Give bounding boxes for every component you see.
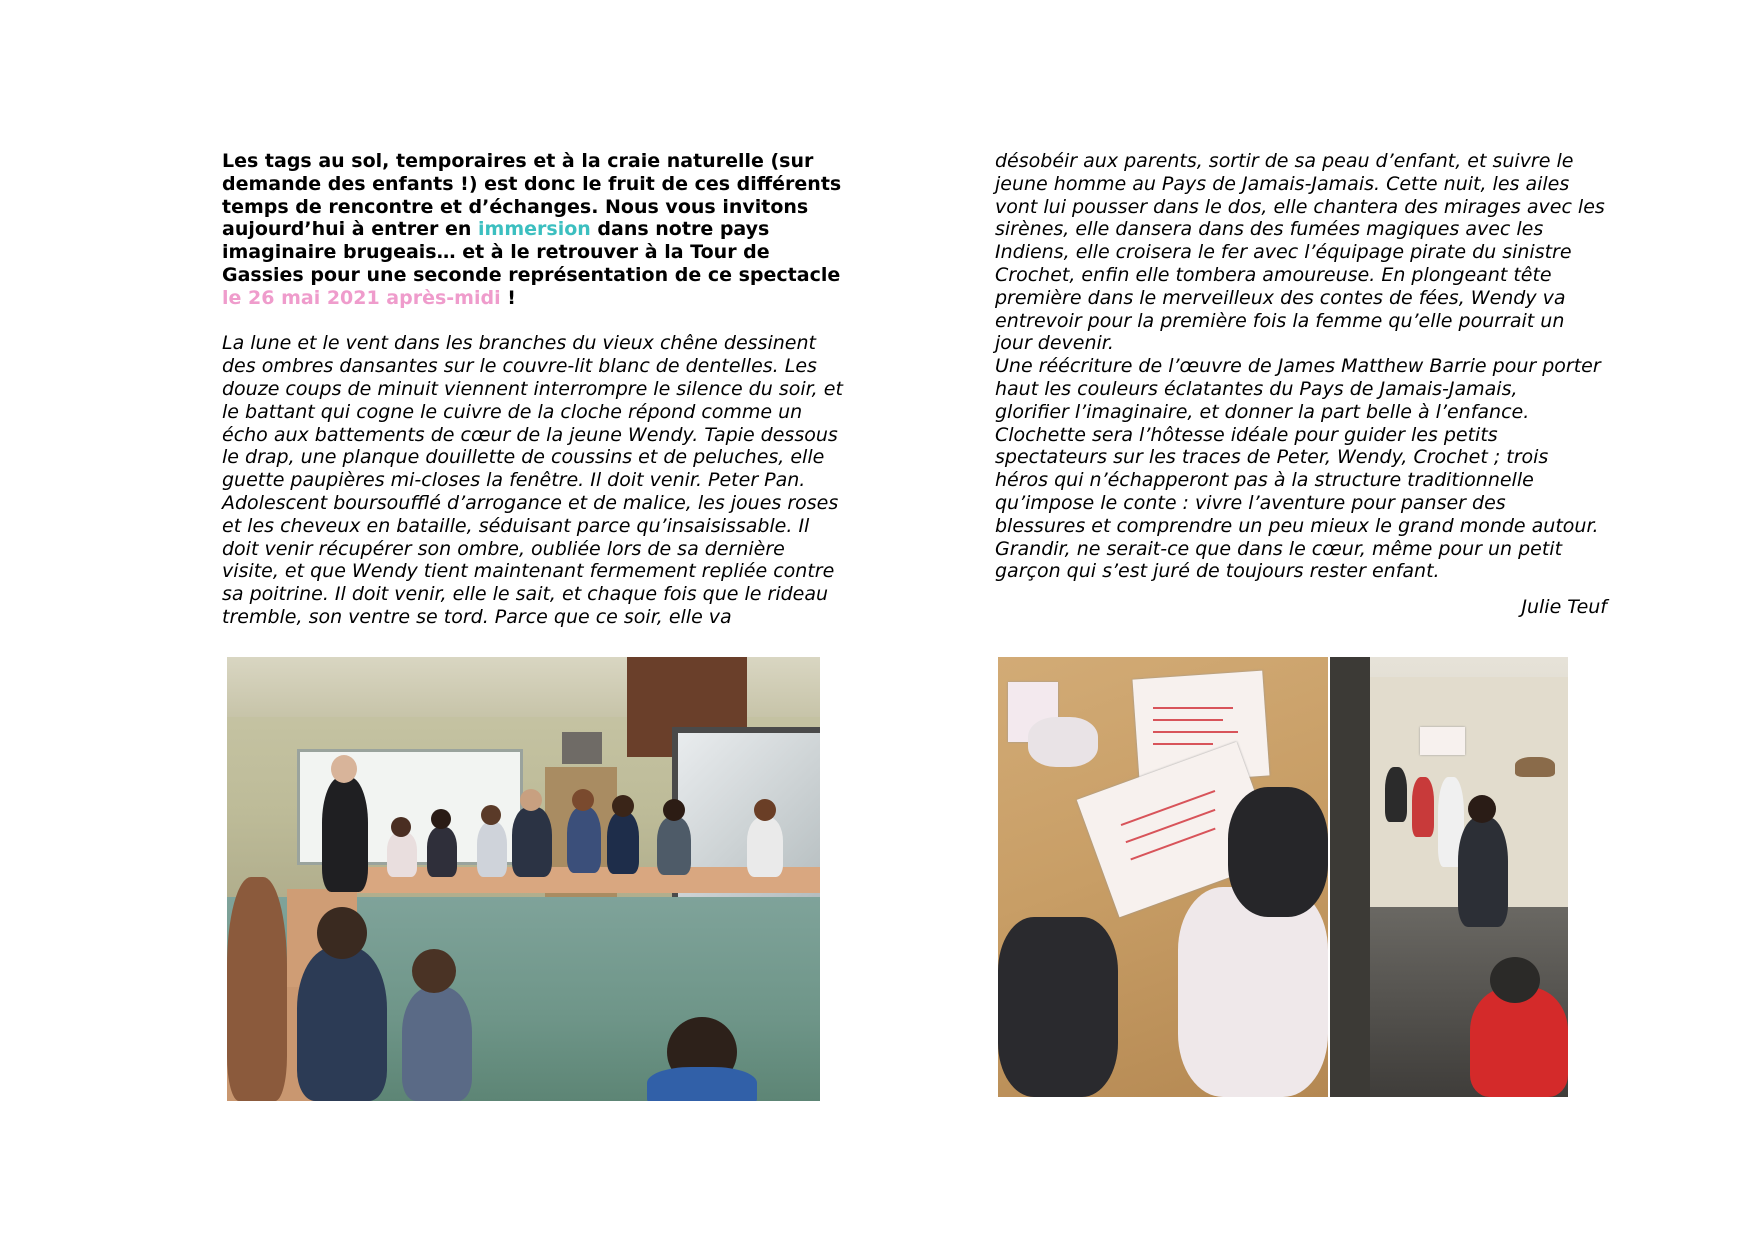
- story-line: désobéir aux parents, sortir de sa peau d’enfant, et suivre le: [995, 150, 1574, 172]
- photo-child: [747, 817, 783, 877]
- photo-child: [567, 807, 601, 873]
- author-signature: Julie Teuf: [1521, 596, 1607, 619]
- photo-head: [431, 809, 451, 829]
- photo-child-arm: [998, 917, 1118, 1097]
- story-line: et les cheveux en bataille, séduisant parce qu’insaisissable. Il: [222, 514, 810, 537]
- story-line: douze coups de minuit viennent interrompre le silence du soir, et: [222, 377, 843, 400]
- photo-child: [1385, 767, 1407, 822]
- photo-teacher: [322, 777, 368, 892]
- photo-child: [402, 987, 472, 1101]
- outdoor-walk-photo: [1330, 657, 1568, 1097]
- story-line: La lune et le vent dans les branches du vieux chêne dessinent: [222, 332, 816, 355]
- intro-line: [222, 150, 847, 173]
- photo-building-pillar: [1330, 657, 1370, 1097]
- story-line: spectateurs sur les traces de Peter, Wendy, Crochet ; trois: [995, 446, 1549, 469]
- photo-child: [297, 947, 387, 1101]
- photo-head: [1490, 957, 1540, 1003]
- story-line: Adolescent boursoufflé d’arrogance et de malice, les joues roses: [222, 491, 839, 514]
- photo-handwriting: [1153, 731, 1238, 733]
- photo-child: [427, 827, 457, 877]
- photo-child: [607, 812, 639, 874]
- intro-line: [222, 218, 847, 241]
- photo-child: [647, 1067, 757, 1101]
- photo-head: [663, 799, 685, 821]
- intro-line: [222, 241, 847, 264]
- photo-child: [387, 832, 417, 877]
- story-line: blessures et comprendre un peu mieux le grand monde autour.: [995, 514, 1599, 537]
- photo-child: [1412, 777, 1434, 837]
- story-line: entrevoir pour la première fois la femme qu’elle pourrait un: [995, 309, 1565, 332]
- story-line: visite, et que Wendy tient maintenant fermement repliée contre: [222, 560, 835, 583]
- story-line: glorifier l’imaginaire, et donner la part belle à l’enfance.: [995, 400, 1530, 423]
- story-line: jour devenir.: [995, 332, 1114, 355]
- story-line: Indiens, elle croisera le fer avec l’équipage pirate du sinistre: [995, 241, 1572, 264]
- photo-child: [1458, 817, 1508, 927]
- story-line: vont lui pousser dans le dos, elle chantera des mirages avec les: [995, 195, 1605, 218]
- intro-line: [222, 287, 847, 310]
- photo-child: [477, 822, 507, 877]
- photo-handwriting: [1153, 719, 1223, 721]
- text-segment: temps de rencontre et d’échanges. Nous vous invitons: [222, 195, 809, 218]
- intro-paragraph: [222, 150, 847, 310]
- story-line: le drap, une planque douillette de coussins et de peluches, elle: [222, 446, 825, 469]
- story-line: écho aux battements de cœur de la jeune Wendy. Tapie dessous: [222, 423, 838, 446]
- photo-head: [1468, 795, 1496, 823]
- photo-child-arm: [1028, 717, 1098, 767]
- text-segment: !: [500, 286, 516, 309]
- story-line: des ombres dansantes sur le couvre-lit blanc de dentelles. Les: [222, 355, 817, 378]
- story-line: Clochette sera l’hôtesse idéale pour guider les petits: [995, 423, 1498, 446]
- story-line: le battant qui cogne le cuivre de la cloche répond comme un: [222, 400, 803, 423]
- story-line: qu’impose le conte : vivre l’aventure pour panser des: [995, 491, 1506, 514]
- intro-line: [222, 264, 847, 287]
- story-line: jeune homme au Pays de Jamais-Jamais. Cette nuit, les ailes: [995, 172, 1570, 195]
- photo-child: [227, 877, 287, 1101]
- photo-head: [572, 789, 594, 811]
- photo-child: [1470, 987, 1568, 1097]
- story-line: doit venir récupérer son ombre, oubliée lors de sa dernière: [222, 537, 785, 560]
- story-line: haut les couleurs éclatantes du Pays de Jamais-Jamais,: [995, 377, 1518, 400]
- text-segment: Les tags au sol, temporaires et à la craie naturelle (sur: [222, 150, 814, 172]
- story-line: sirènes, elle dansera dans des fumées magiques avec les: [995, 218, 1544, 241]
- photo-sign: [1420, 727, 1465, 755]
- photo-child: [512, 807, 552, 877]
- story-line: Crochet, enfin elle tombera amoureuse. En plongeant tête: [995, 263, 1552, 286]
- text-segment: imaginaire brugeais… et à le retrouver à la Tour de: [222, 241, 770, 264]
- photo-head: [481, 805, 501, 825]
- photo-head: [317, 907, 367, 959]
- story-line: Une réécriture de l’œuvre de James Matthew Barrie pour porter: [995, 355, 1601, 378]
- story-line: héros qui n’échapperont pas à la structure traditionnelle: [995, 469, 1534, 492]
- highlighted-text: le 26 mai 2021 après-midi: [222, 286, 501, 309]
- photo-head: [412, 949, 456, 993]
- text-segment: demande des enfants !) est donc le fruit de ces différents: [222, 172, 842, 195]
- story-line: sa poitrine. Il doit venir, elle le sait, et chaque fois que le rideau: [222, 583, 829, 606]
- text-segment: aujourd’hui à entrer en: [222, 218, 479, 241]
- left-text-column: [222, 150, 847, 629]
- text-segment: Gassies pour une seconde représentation de ce spectacle: [222, 263, 841, 286]
- photo-bench: [1515, 757, 1555, 777]
- photo-tv: [562, 732, 602, 764]
- photo-head: [391, 817, 411, 837]
- story-paragraph-part-1: [222, 332, 847, 628]
- highlighted-text: immersion: [478, 218, 591, 241]
- photo-head: [331, 755, 357, 783]
- intro-line: [222, 196, 847, 219]
- photo-head: [612, 795, 634, 817]
- photo-head: [520, 789, 542, 811]
- story-line: guette paupières mi-closes la fenêtre. Il doit venir. Peter Pan.: [222, 469, 806, 492]
- photo-head: [754, 799, 776, 821]
- classroom-photo: [227, 657, 820, 1101]
- story-line: tremble, son ventre se tord. Parce que ce soir, elle va: [222, 605, 732, 628]
- intro-line: [222, 173, 847, 196]
- photo-child-arm: [1228, 787, 1328, 917]
- photo-child: [657, 817, 691, 875]
- text-segment: dans notre pays: [590, 218, 770, 241]
- photo-child-arm: [1178, 887, 1328, 1097]
- paragraph-gap: [222, 310, 847, 333]
- writing-workshop-photo: [998, 657, 1328, 1097]
- photo-handwriting: [1153, 707, 1233, 709]
- story-line: première dans le merveilleux des contes de fées, Wendy va: [995, 286, 1566, 309]
- right-text-column: [995, 150, 1620, 619]
- story-line: Grandir, ne serait-ce que dans le cœur, même pour un petit: [995, 537, 1563, 560]
- story-line: garçon qui s’est juré de toujours rester enfant.: [995, 560, 1440, 583]
- story-paragraph-part-2: [995, 150, 1620, 583]
- photo-handwriting: [1153, 743, 1213, 745]
